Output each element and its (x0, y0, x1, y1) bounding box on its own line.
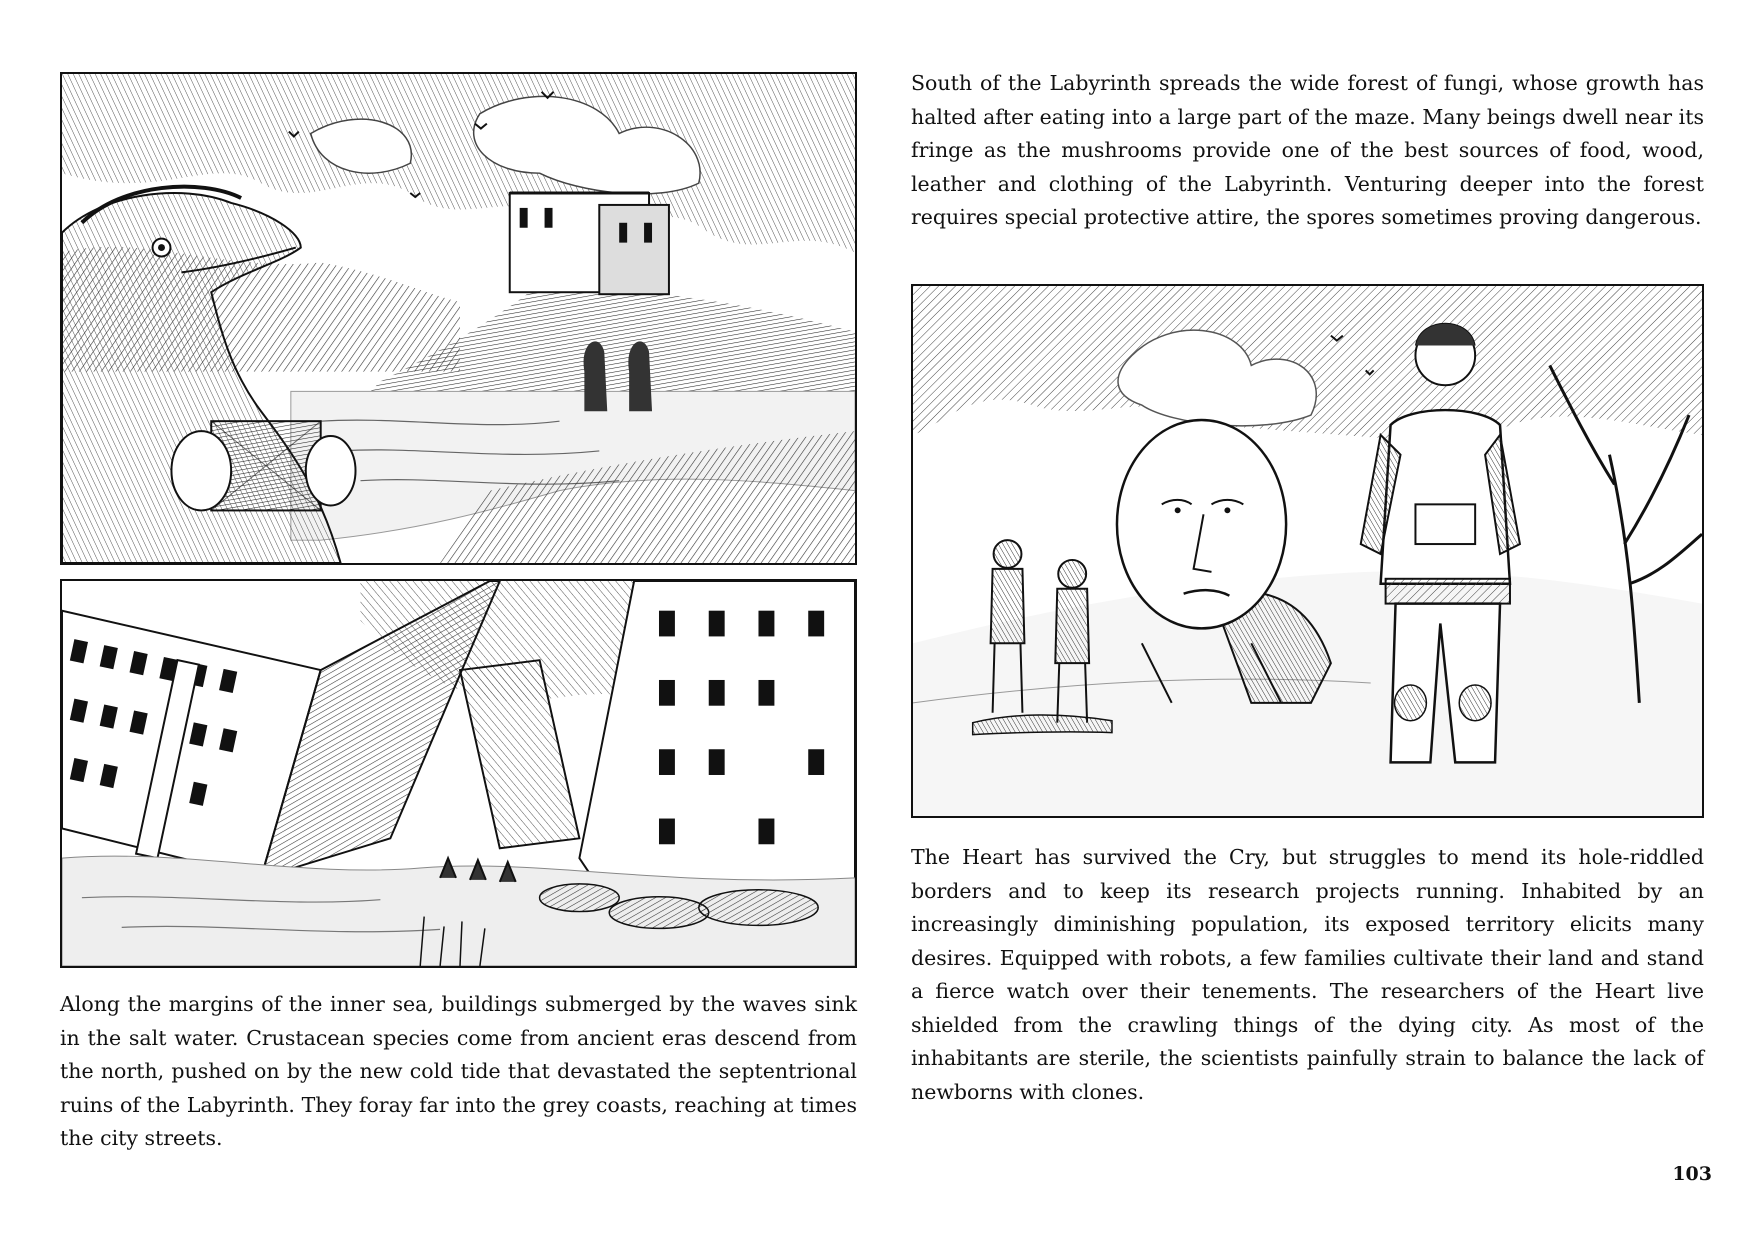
left-caption: Along the margins of the inner sea, buildings submerged by the waves sink in the salt water. Crustacean species come from ancient eras descend from the north, pushed on by the new cold tide that devastated the septentrional ruins of the Labyrinth. They foray far into the grey coasts, reaching at times the city streets. (60, 992, 857, 1150)
illustration-submerged-buildings (60, 579, 857, 968)
coast-castle-drawing (62, 74, 855, 563)
submerged-buildings-drawing (62, 581, 855, 966)
illustration-heart-researchers (911, 284, 1704, 818)
heart-researchers-drawing (913, 286, 1702, 816)
illustration-coast-castle (60, 72, 857, 565)
right-intro-paragraph: South of the Labyrinth spreads the wide forest of fungi, whose growth has halted after eating into a large part of the maze. Many beings dwell near its fringe as the mushrooms provide one of the best sources of food, wood, leather and clothing of the Labyrinth. Venturing deeper into the forest requires special protective attire, the spores sometimes proving dangerous. (911, 71, 1704, 229)
right-caption: The Heart has survived the Cry, but struggles to mend its hole-riddled borders and to keep its research projects running. Inhabited by an increasingly diminishing population, its exposed territory elicits many desires. Equipped with robots, a few families cultivate their land and stand a fierce watch over their tenements. The researchers of the Heart live shielded from the crawling things of the dying city. As most of the inhabitants are sterile, the scientists painfully strain to balance the lack of newborns with clones. (911, 845, 1704, 1104)
page-number: 103 (1672, 1163, 1712, 1185)
